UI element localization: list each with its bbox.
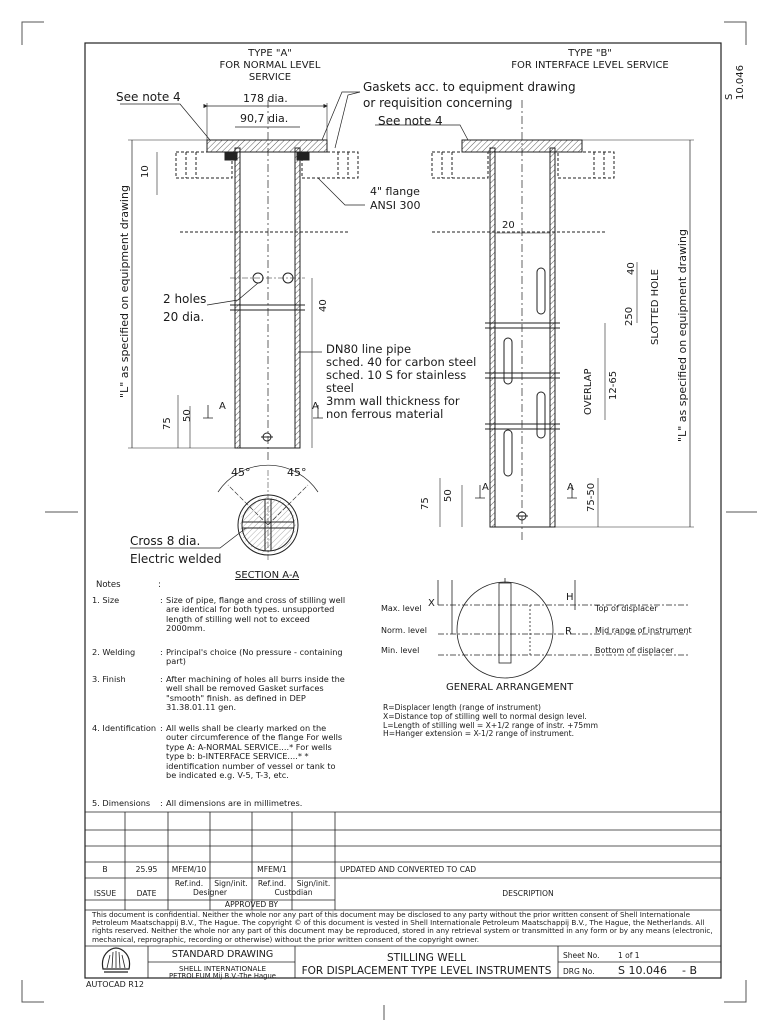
legend-line: H=Hanger extension = X-1/2 range of instrument. [383,729,574,739]
hdr-designer: Designer [192,888,227,897]
legend-line: L=Length of stilling well = X+1/2 range of instr. +75mm [383,720,599,730]
company-name-2: PETROLEUM Mij B.V.-The Hague [169,972,276,980]
dim-250: 250 [624,306,635,326]
dim-75-a: 75 [162,417,173,430]
section-mark-a-left: A [219,401,226,412]
type-a-title [205,48,335,84]
length-spec-b: "L" as specified on equipment drawing [676,229,689,442]
dim-flange-dia: 178 dia. [243,92,288,105]
dim-75-50: 75-50 [586,482,597,512]
drawing-title-2: FOR DISPLACEMENT TYPE LEVEL INSTRUMENTS [301,965,552,977]
dim-10: 10 [140,165,151,178]
note-text: All dimensions are in millimetres. [166,798,303,808]
dim-75-b: 75 [420,497,431,510]
holes-note-line2: 20 dia. [163,310,205,324]
sheet-value: 1 of 1 [618,951,640,960]
note-colon: : [160,798,163,808]
see-note-b: See note 4 [378,114,443,128]
length-spec-a: "L" as specified on equipment drawing [118,185,131,398]
type-b-heading: TYPE "B" [568,48,612,59]
angle-left: 45° [231,466,251,479]
label-norm-level: Norm. level [381,626,427,635]
type-a-subheading: FOR NORMAL LEVEL SERVICE [219,60,321,83]
note-text: After machining of holes all burrs inside the well shall be removed Gasket surfaces "smooth" finish. as defined in DEP 31.38.01.11 gen. [166,674,345,713]
note-colon: : [160,723,163,733]
label-r: R [565,626,572,637]
holes-note-line1: 2 holes [163,292,207,306]
note-colon: : [160,674,163,684]
hdr-description: DESCRIPTION [502,889,554,898]
section-mark-b-left: A [482,482,489,493]
dim-40-b: 40 [626,262,637,275]
dim-20: 20 [502,220,515,231]
note-label: 4. Identification [92,723,157,733]
hdr-sign-a: Sign/init. [214,879,248,888]
standard-drawing-label: STANDARD DRAWING [171,949,274,960]
cross-note-line1: Cross 8 dia. [130,534,201,548]
company-name: SHELL INTERNATIONALE [179,964,266,973]
note-text: All wells shall be clearly marked on the outer circumference of the flange For wells type A: A-NORMAL SERVICE....* For wells type b: b-INTERFACE SERVICE....* * identification number of vessel or tank to be indicated e.g. V-5, T-3, etc. [166,723,343,781]
label-top-displacer: Top of displacer [595,604,658,613]
note-label: 5. Dimensions [92,798,151,808]
drg-label: DRG No. [563,967,595,976]
note-item [92,596,352,640]
hdr-custodian: Custodian [274,888,313,897]
rev-description: UPDATED AND CONVERTED TO CAD [340,865,477,874]
legend-line: X=Distance top of stilling well to normal design level. [383,711,587,721]
rev-issue: B [102,865,108,874]
note-text: Size of pipe, flange and cross of stilling well are identical for both types. unsupported length of stilling well not to exceed 2000mm. [166,595,346,634]
drg-revision: - B [682,964,698,977]
dim-50-b: 50 [443,489,454,502]
note-text: Principal's choice (No pressure - containing part) [166,647,343,667]
cross-note-line2: Electric welded [130,552,222,566]
slotted-hole-label: SLOTTED HOLE [650,269,661,345]
rev-custodian: MFEM/1 [257,865,287,874]
hdr-approved: APPROVED BY [224,900,279,909]
sheet-code-side: S 10.046 [724,65,746,100]
pipe-note [326,343,476,421]
pipe-note-line5: 3mm wall thickness for [326,394,460,408]
notes-colon: : [158,580,161,590]
note-colon: : [160,647,163,657]
section-title: SECTION A-A [235,570,300,581]
legend-line: R=Displacer length (range of instrument) [383,703,541,712]
drawing-title-1: STILLING WELL [386,952,467,964]
overlap-label: OVERLAP [583,368,594,415]
sheet-label: Sheet No. [563,951,600,960]
type-b-well [375,100,694,540]
overlap-range: 12-65 [608,370,619,400]
type-b-title [505,48,675,72]
dim-bore-dia: 90,7 dia. [240,112,289,125]
pipe-note-line4: steel [326,381,354,395]
hdr-refind-b: Ref.ind. [257,879,287,888]
arrangement-title: GENERAL ARRANGEMENT [446,682,574,693]
hdr-date: DATE [136,889,157,898]
hdr-refind-a: Ref.ind. [174,879,204,888]
note-item [92,675,352,715]
label-h: H [566,592,574,603]
hdr-sign-b: Sign/init. [296,879,331,888]
dim-50-a: 50 [182,409,193,422]
shell-logo [102,948,129,972]
label-max-level: Max. level [381,604,422,613]
hdr-issue: ISSUE [93,889,117,898]
rev-date: 25.95 [135,865,158,874]
section-mark-b-right: A [567,482,574,493]
pipe-note-line6: non ferrous material [326,407,444,421]
label-bottom-displacer: Bottom of displacer [595,646,674,655]
confidentiality-notice: This document is confidential. Neither the whole nor any part of this document may be disclosed to any party without the prior written consent of Shell Internationale Petroleum Maatschappij B.V., The Hague. The copyright © of this document is vested in Shell Internationale Petroleum Maatschappij B.V., The Hague, the Netherlands. All rights reserved. Neither the whole nor any part of this document may be reproduced, stored in any retrieval system or transmitted in any form or by any means (electronic, mechanical, reprographic, recording or otherwise) without the prior written consent of the copyright owner. [92,910,713,944]
note-label: 3. Finish [92,674,126,684]
type-a-heading: TYPE "A" [248,48,292,59]
angle-right: 45° [287,466,307,479]
note-item [92,724,352,796]
see-note-a: See note 4 [116,90,181,104]
flange-note-line2: ANSI 300 [370,199,421,212]
note-label: 2. Welding [92,647,136,657]
pipe-note-line3: sched. 10 S for stainless [326,368,467,382]
note-item [92,799,352,809]
note-label: 1. Size [92,595,120,605]
notes-heading: Notes [96,580,121,590]
note-colon: : [160,595,163,605]
arrangement-legend [383,704,598,739]
gaskets-note-line1: Gaskets acc. to equipment drawing [363,80,576,94]
note-item [92,648,352,670]
label-mid-range: Mid range of instrument [595,626,692,635]
flange-note-line1: 4" flange [370,185,420,198]
drg-number: S 10.046 [618,964,667,977]
gaskets-note-line2: or requisition concerning [363,96,513,110]
label-min-level: Min. level [381,646,420,655]
rev-designer: MFEM/10 [171,865,207,874]
label-x: X [428,598,435,609]
pipe-note-line2: sched. 40 for carbon steel [326,355,477,369]
type-b-subheading: FOR INTERFACE LEVEL SERVICE [511,60,669,71]
section-mark-a-right: A [312,401,319,412]
cad-footer: AUTOCAD R12 [86,980,145,989]
dim-40-a: 40 [318,299,329,312]
pipe-note-line1: DN80 line pipe [326,342,412,356]
